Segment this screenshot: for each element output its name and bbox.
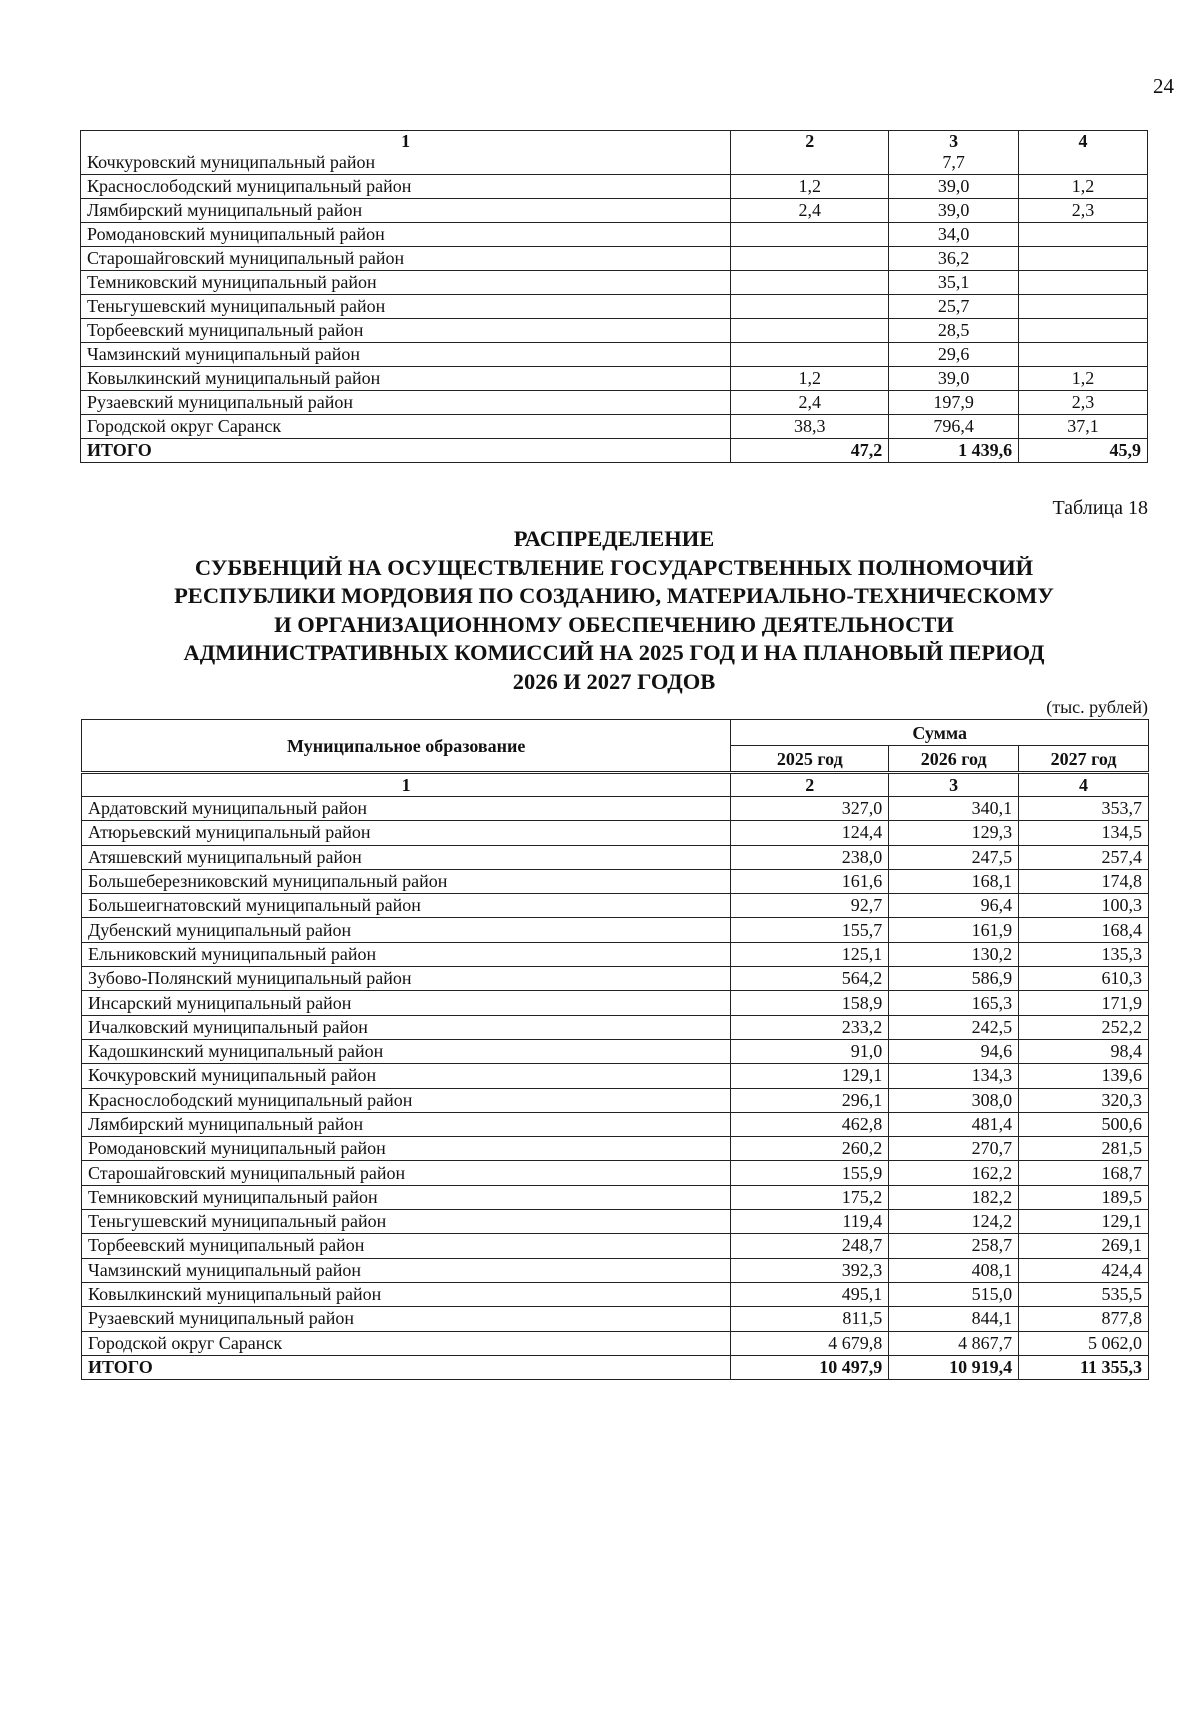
header-municipality: Муниципальное образование [82,720,731,773]
title-line: РАСПРЕДЕЛЕНИЕ [513,526,715,551]
municipality-name: Городской округ Саранск [82,1331,731,1355]
column-number-row [81,131,1148,152]
value-2027: 135,3 [1019,942,1149,966]
table-row [81,391,1148,415]
value-col2 [731,247,889,271]
municipality-name: Торбеевский муниципальный район [81,319,731,343]
title-line: СУБВЕНЦИЙ НА ОСУЩЕСТВЛЕНИЕ ГОСУДАРСТВЕННЫХ ПОЛНОМОЧИЙ [194,554,1034,580]
table-row [82,1258,1149,1282]
value-2025: 91,0 [731,1039,889,1063]
value-2025: 233,2 [731,1015,889,1039]
value-col4: 1,2 [1019,175,1148,199]
municipality-name: Краснослободский муниципальный район [81,175,731,199]
value-2025: 92,7 [731,894,889,918]
value-col2 [731,295,889,319]
municipality-name: Старошайговский муниципальный район [81,247,731,271]
value-col4 [1019,295,1148,319]
table-row [82,991,1149,1015]
value-col3: 34,0 [889,223,1019,247]
municipality-name: Старошайговский муниципальный район [82,1161,731,1185]
value-col3: 796,4 [889,415,1019,439]
value-col2: 1,2 [731,175,889,199]
municipality-name: Дубенский муниципальный район [82,918,731,942]
value-2027: 168,4 [1019,918,1149,942]
total-label: ИТОГО [82,1355,731,1379]
value-2026: 844,1 [889,1307,1019,1331]
table-row [81,415,1148,439]
table-row [82,869,1149,893]
value-2027: 610,3 [1019,967,1149,991]
value-2027: 535,5 [1019,1282,1149,1306]
value-col2 [731,151,889,175]
value-2026: 408,1 [889,1258,1019,1282]
table-row [81,247,1148,271]
value-2027: 129,1 [1019,1210,1149,1234]
municipality-name: Торбеевский муниципальный район [82,1234,731,1258]
municipality-name: Атяшевский муниципальный район [82,845,731,869]
municipality-name: Лямбирский муниципальный район [81,199,731,223]
value-col4 [1019,271,1148,295]
value-col4: 2,3 [1019,199,1148,223]
value-2026: 340,1 [889,797,1019,821]
value-2027: 281,5 [1019,1137,1149,1161]
value-col2 [731,223,889,247]
value-col2: 38,3 [731,415,889,439]
value-col3: 36,2 [889,247,1019,271]
municipality-name: Ромодановский муниципальный район [81,223,731,247]
municipality-name: Ардатовский муниципальный район [82,797,731,821]
value-2026: 129,3 [889,821,1019,845]
value-col4 [1019,151,1148,175]
value-2025: 564,2 [731,967,889,991]
value-2025: 158,9 [731,991,889,1015]
value-2025: 248,7 [731,1234,889,1258]
table-row [82,1210,1149,1234]
value-2027: 171,9 [1019,991,1149,1015]
table2-body [82,773,1149,1380]
municipality-name: Кочкуровский муниципальный район [82,1064,731,1088]
value-2025: 125,1 [731,942,889,966]
table-row [82,845,1149,869]
total-2027: 11 355,3 [1019,1355,1149,1379]
title-line: 2026 И 2027 ГОДОВ [512,668,716,694]
value-col3: 29,6 [889,343,1019,367]
table-row [82,1137,1149,1161]
municipality-name: Инсарский муниципальный район [82,991,731,1015]
column-number: 1 [82,773,731,797]
table-row [82,821,1149,845]
value-col4 [1019,247,1148,271]
column-number: 1 [81,131,731,152]
table-label: Таблица 18 [1052,497,1148,519]
value-2026: 130,2 [889,942,1019,966]
table-row [82,894,1149,918]
column-number: 4 [1019,773,1149,797]
total-col4: 45,9 [1019,439,1148,463]
total-2026: 10 919,4 [889,1355,1019,1379]
table-row [81,151,1148,175]
municipality-name: Чамзинский муниципальный район [81,343,731,367]
table-row [82,1331,1149,1355]
value-2025: 296,1 [731,1088,889,1112]
header-year: 2027 год [1019,746,1149,773]
value-2027: 877,8 [1019,1307,1149,1331]
table-row [81,295,1148,319]
value-2025: 4 679,8 [731,1331,889,1355]
value-col4: 2,3 [1019,391,1148,415]
table-row [82,1039,1149,1063]
municipality-name: Ковылкинский муниципальный район [82,1282,731,1306]
value-col3: 39,0 [889,367,1019,391]
value-2025: 495,1 [731,1282,889,1306]
column-number: 3 [889,773,1019,797]
value-col4: 1,2 [1019,367,1148,391]
value-2026: 247,5 [889,845,1019,869]
value-2026: 182,2 [889,1185,1019,1209]
title-line: И ОРГАНИЗАЦИОННОМУ ОБЕСПЕЧЕНИЮ ДЕЯТЕЛЬНОСТИ [274,611,954,637]
municipality-name: Ельниковский муниципальный район [82,942,731,966]
table-row [82,1307,1149,1331]
column-number-row [82,773,1149,797]
value-2027: 257,4 [1019,845,1149,869]
value-2027: 500,6 [1019,1112,1149,1136]
column-number: 4 [1019,131,1148,152]
value-2025: 119,4 [731,1210,889,1234]
municipality-name: Ромодановский муниципальный район [82,1137,731,1161]
value-2026: 258,7 [889,1234,1019,1258]
value-col4: 37,1 [1019,415,1148,439]
table-row [82,1112,1149,1136]
table-row [82,1015,1149,1039]
value-2027: 320,3 [1019,1088,1149,1112]
municipality-name: Ковылкинский муниципальный район [81,367,731,391]
value-col2 [731,343,889,367]
column-number: 3 [889,131,1019,152]
value-col3: 7,7 [889,151,1019,175]
municipality-name: Большеигнатовский муниципальный район [82,894,731,918]
value-2025: 811,5 [731,1307,889,1331]
total-label: ИТОГО [81,439,731,463]
header-year: 2025 год [731,746,889,773]
column-number: 2 [731,773,889,797]
continued-distribution-table [80,130,1148,463]
value-2025: 129,1 [731,1064,889,1088]
value-2025: 124,4 [731,821,889,845]
value-2027: 189,5 [1019,1185,1149,1209]
value-2027: 269,1 [1019,1234,1149,1258]
value-col3: 39,0 [889,199,1019,223]
value-col3: 197,9 [889,391,1019,415]
value-2027: 134,5 [1019,821,1149,845]
municipality-name: Лямбирский муниципальный район [82,1112,731,1136]
table-row [82,1161,1149,1185]
table-row [81,199,1148,223]
value-2026: 242,5 [889,1015,1019,1039]
municipality-name: Городской округ Саранск [81,415,731,439]
units-label: (тыс. рублей) [1046,697,1148,717]
total-col3: 1 439,6 [889,439,1019,463]
value-2026: 168,1 [889,869,1019,893]
value-2025: 155,9 [731,1161,889,1185]
value-2025: 462,8 [731,1112,889,1136]
header-row [82,720,1149,746]
table-row [82,918,1149,942]
value-2026: 481,4 [889,1112,1019,1136]
value-2027: 100,3 [1019,894,1149,918]
header-sum: Сумма [731,720,1149,746]
value-col4 [1019,343,1148,367]
table-row [82,1064,1149,1088]
municipality-name: Теньгушевский муниципальный район [81,295,731,319]
municipality-name: Зубово-Полянский муниципальный район [82,967,731,991]
value-2026: 96,4 [889,894,1019,918]
municipality-name: Теньгушевский муниципальный район [82,1210,731,1234]
table-row [82,942,1149,966]
table1-body [81,131,1148,463]
value-2025: 155,7 [731,918,889,942]
value-2026: 94,6 [889,1039,1019,1063]
municipality-name: Кочкуровский муниципальный район [81,151,731,175]
subvention-distribution-table [81,719,1149,1380]
value-2026: 161,9 [889,918,1019,942]
value-2026: 515,0 [889,1282,1019,1306]
value-2026: 165,3 [889,991,1019,1015]
municipality-name: Рузаевский муниципальный район [81,391,731,415]
table-row [82,967,1149,991]
municipality-name: Рузаевский муниципальный район [82,1307,731,1331]
municipality-name: Чамзинский муниципальный район [82,1258,731,1282]
table-row [82,1282,1149,1306]
value-col2 [731,319,889,343]
table-row [82,1185,1149,1209]
header-year: 2026 год [889,746,1019,773]
municipality-name: Большеберезниковский муниципальный район [82,869,731,893]
table-row [81,223,1148,247]
value-2027: 174,8 [1019,869,1149,893]
table-row [82,1088,1149,1112]
value-col4 [1019,319,1148,343]
value-2026: 134,3 [889,1064,1019,1088]
value-2025: 238,0 [731,845,889,869]
value-2026: 270,7 [889,1137,1019,1161]
value-2027: 353,7 [1019,797,1149,821]
title-line: АДМИНИСТРАТИВНЫХ КОМИССИЙ НА 2025 ГОД И НА ПЛАНОВЫЙ ПЕРИОД [183,640,1045,665]
municipality-name: Ичалковский муниципальный район [82,1015,731,1039]
document-title [80,525,1148,696]
total-row [81,439,1148,463]
value-2025: 327,0 [731,797,889,821]
table-row [82,797,1149,821]
value-2026: 124,2 [889,1210,1019,1234]
value-col3: 25,7 [889,295,1019,319]
value-col4 [1019,223,1148,247]
value-col2: 2,4 [731,199,889,223]
table-row [82,1234,1149,1258]
municipality-name: Кадошкинский муниципальный район [82,1039,731,1063]
total-2025: 10 497,9 [731,1355,889,1379]
table-row [81,271,1148,295]
table-row [81,367,1148,391]
value-2027: 168,7 [1019,1161,1149,1185]
value-col2: 1,2 [731,367,889,391]
table-row [81,343,1148,367]
total-col2: 47,2 [731,439,889,463]
value-col3: 39,0 [889,175,1019,199]
value-2027: 5 062,0 [1019,1331,1149,1355]
value-2026: 586,9 [889,967,1019,991]
value-2025: 175,2 [731,1185,889,1209]
title-line: РЕСПУБЛИКИ МОРДОВИЯ ПО СОЗДАНИЮ, МАТЕРИАЛЬНО-ТЕХНИЧЕСКОМУ [174,583,1054,608]
value-2027: 139,6 [1019,1064,1149,1088]
value-2025: 392,3 [731,1258,889,1282]
table-row [81,319,1148,343]
municipality-name: Атюрьевский муниципальный район [82,821,731,845]
municipality-name: Краснослободский муниципальный район [82,1088,731,1112]
value-col3: 28,5 [889,319,1019,343]
value-col3: 35,1 [889,271,1019,295]
value-2027: 424,4 [1019,1258,1149,1282]
municipality-name: Темниковский муниципальный район [82,1185,731,1209]
value-2025: 161,6 [731,869,889,893]
value-2027: 98,4 [1019,1039,1149,1063]
page-number: 24 [1153,74,1174,98]
value-col2 [731,271,889,295]
value-2026: 4 867,7 [889,1331,1019,1355]
value-2025: 260,2 [731,1137,889,1161]
municipality-name: Темниковский муниципальный район [81,271,731,295]
table-row [81,175,1148,199]
column-number: 2 [731,131,889,152]
total-row [82,1355,1149,1379]
value-2026: 162,2 [889,1161,1019,1185]
value-col2: 2,4 [731,391,889,415]
value-2027: 252,2 [1019,1015,1149,1039]
value-2026: 308,0 [889,1088,1019,1112]
